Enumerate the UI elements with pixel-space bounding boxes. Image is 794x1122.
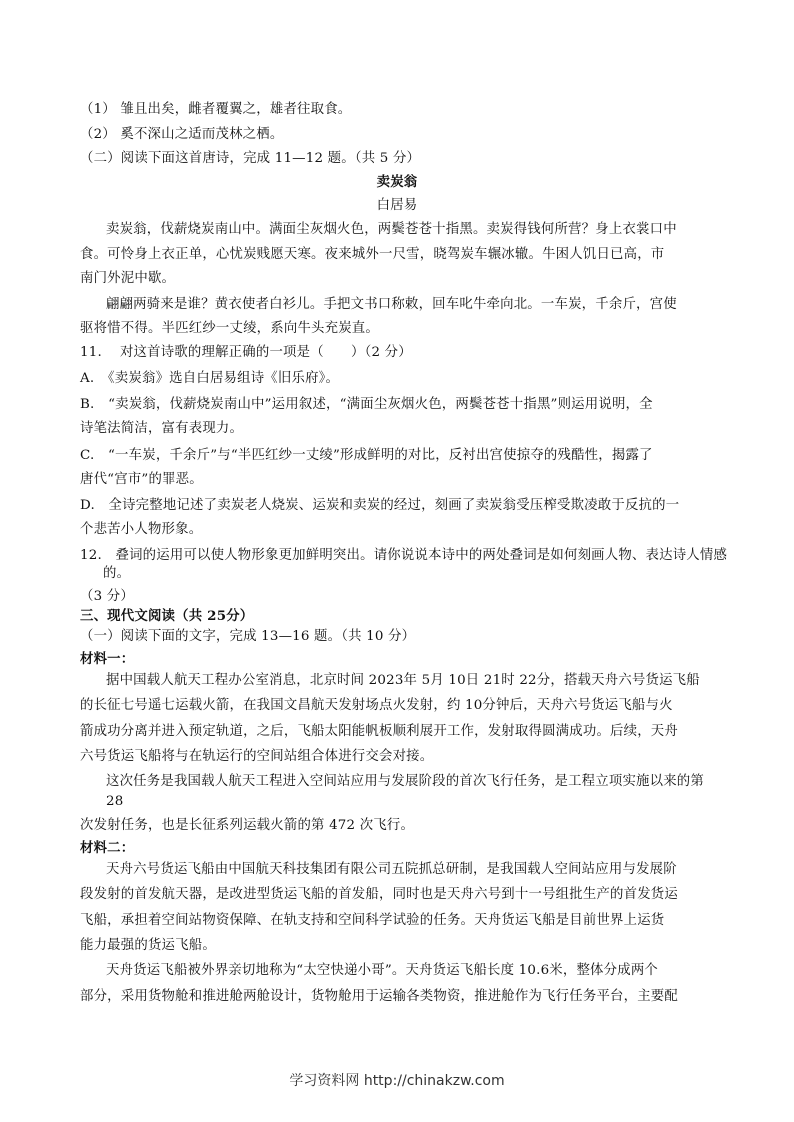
material-label: 材料一： [80,651,135,667]
footer-watermark: 学习资料网 http://chinakzw.com [289,1073,505,1089]
poem-line: 食。可怜身上衣正单，心忧炭贱愿天寒。夜来城外一尺雪，晓驾炭车辗冰辙。牛困人饥日已高，市 [80,247,665,262]
paragraph-line: 次发射任务，也是长征系列运载火箭的第 472 次飞行。 [80,818,415,833]
paragraph-line: 天舟货运飞船被外界亲切地称为“太空快递小哥”。天舟货运飞船长度 10.6米，整体分成两个 [106,963,659,978]
poem-line: 驱将惜不得。半匹红纱一丈绫，系向牛头充炭直。 [80,321,379,336]
poem-author: 白居易 [376,198,418,213]
poem-title: 卖炭翁 [376,174,418,190]
option-c: C. “一车炭，千余斤”与“半匹红纱一丈绫”形成鲜明的对比，反衬出宫使掠夺的残酷性，揭露了 [80,448,653,463]
question-11: 11. 对这首诗歌的理解正确的一项是（ ）（2 分） [80,345,412,360]
section-heading: （二）阅读下面这首唐诗，完成 11—12 题。（共 5 分） [80,151,421,166]
paragraph-line: 六号货运飞船将与在轨运行的空间站组合体进行交会对接。 [80,749,434,764]
question-12: 12. 叠词的运用可以使人物形象更加鲜明突出。请你说说本诗中的两处叠词是如何刻画人物、表达诗人情感 [80,548,728,563]
paragraph-line: 段发射的首发航天器，是改进型货运飞船的首发船，同时也是天舟六号到十一号组批生产的首发货运 [80,887,678,902]
option-d-cont: 个悲苦小人物形象。 [80,522,203,537]
poem-line: 卖炭翁，伐薪烧炭南山中。满面尘灰烟火色，两鬓苍苍十指黑。卖炭得钱何所营？身上衣裳口中 [106,222,677,237]
paragraph-line: 箭成功分离并进入预定轨道，之后，飞船太阳能帆板顺利展开工作，发射取得圆满成功。后续，天舟 [80,724,678,739]
material-label: 材料二： [80,840,135,856]
poem-line: 翩翩两骑来是谁？黄衣使者白衫儿。手把文书口称敕，回车叱牛牵向北。一车炭，千余斤，宫使 [106,297,677,312]
option-b-cont: 诗笔法简洁，富有表现力。 [80,421,244,436]
paragraph-line: 能力最强的货运飞船。 [80,938,216,953]
section-subheading: （一）阅读下面的文字，完成 13—16 题。（共 10 分） [80,629,416,644]
paragraph-line: 这次任务是我国载人航天工程进入空间站应用与发展阶段的首次飞行任务，是工程立项实施以来的第 [106,774,704,789]
option-b: B. “卖炭翁，伐薪烧炭南山中”运用叙述，“满面尘灰烟火色，两鬓苍苍十指黑”则运用说明，全 [80,397,653,412]
option-c-cont: 唐代“宫市”的罪恶。 [80,472,203,487]
paragraph-line: 天舟六号货运飞船由中国航天科技集团有限公司五院抓总研制，是我国载人空间站应用与发展阶 [106,862,677,877]
option-a: A. 《卖炭翁》选自白居易组诗《旧乐府》。 [80,371,340,386]
paragraph-line: 的长征七号遥七运载火箭，在我国文昌航天发射场点火发射，约 10分钟后，天舟六号货运飞船与火 [80,698,673,713]
paragraph-line: 部分，采用货物舱和推进舱两舱设计，货物舱用于运输各类物资，推进舱作为飞行任务平台，主要配 [80,989,678,1004]
question-12-cont: 的。 [103,566,131,581]
paragraph-line: 飞船，承担着空间站物资保障、在轨支持和空间科学试验的任务。天舟货运飞船是目前世界上运货 [80,913,665,928]
option-d: D. 全诗完整地记述了卖炭老人烧炭、运炭和卖炭的经过，刻画了卖炭翁受压榨受欺凌敢于反抗的一 [80,498,680,513]
question-line: （1） 雏且出矣，雌者覆翼之，雄者往取食。 [80,102,352,117]
poem-line: 南门外泥中歇。 [80,271,176,286]
question-line: （2） 奚不深山之适而茂林之栖。 [80,127,284,142]
question-12-score: （3 分） [80,589,134,604]
section-heading: 三、现代文阅读（共 25分） [80,608,254,624]
paragraph-line: 28 [106,794,124,809]
paragraph-line: 据中国载人航天工程办公室消息，北京时间 2023年 5月 10日 21时 22分，搭载天舟六号货运飞船 [106,673,700,688]
